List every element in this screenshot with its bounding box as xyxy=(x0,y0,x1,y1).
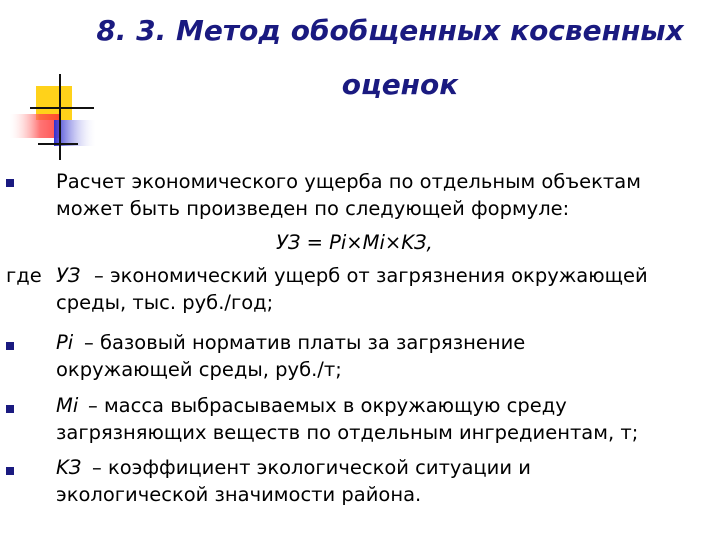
bullet-marker xyxy=(6,179,14,187)
formula: УЗ = Pi×Mi×KЗ, xyxy=(276,231,433,254)
intro-text-line1: Расчет экономического ущерба по отдельным объектам xyxy=(56,170,641,193)
definition-u-text-line2: среды, тыс. руб./год; xyxy=(56,291,274,314)
bullet-marker xyxy=(6,342,14,350)
slide-title-line1: 8. 3. Метод обобщенных косвенных xyxy=(96,14,684,47)
definition-m-text-line1: – масса выбрасываемых в окружающую среду xyxy=(88,394,567,417)
definition-m-text-line2: загрязняющих веществ по отдельным ингредиентам, т; xyxy=(56,421,639,444)
definition-m-symbol: Mi xyxy=(56,394,79,417)
definition-where-label: где xyxy=(6,264,42,287)
definition-k-symbol: KЗ xyxy=(56,456,82,479)
definition-p-text-line1: – базовый норматив платы за загрязнение xyxy=(84,331,526,354)
definition-p-symbol: Pi xyxy=(56,331,74,354)
definition-k-text-line2: экологической значимости района. xyxy=(56,483,422,506)
decorative-squares-logo xyxy=(8,74,98,164)
intro-text-line2: может быть произведен по следующей формуле: xyxy=(56,197,570,220)
definition-k-text-line1: – коэффициент экологической ситуации и xyxy=(92,456,531,479)
bullet-marker xyxy=(6,405,14,413)
definition-u-symbol: УЗ xyxy=(56,264,81,287)
slide-title-line2: оценок xyxy=(341,68,459,101)
bullet-marker xyxy=(6,467,14,475)
definition-p-text-line2: окружающей среды, руб./т; xyxy=(56,358,342,381)
definition-u-text-line1: – экономический ущерб от загрязнения окружающей xyxy=(94,264,648,287)
